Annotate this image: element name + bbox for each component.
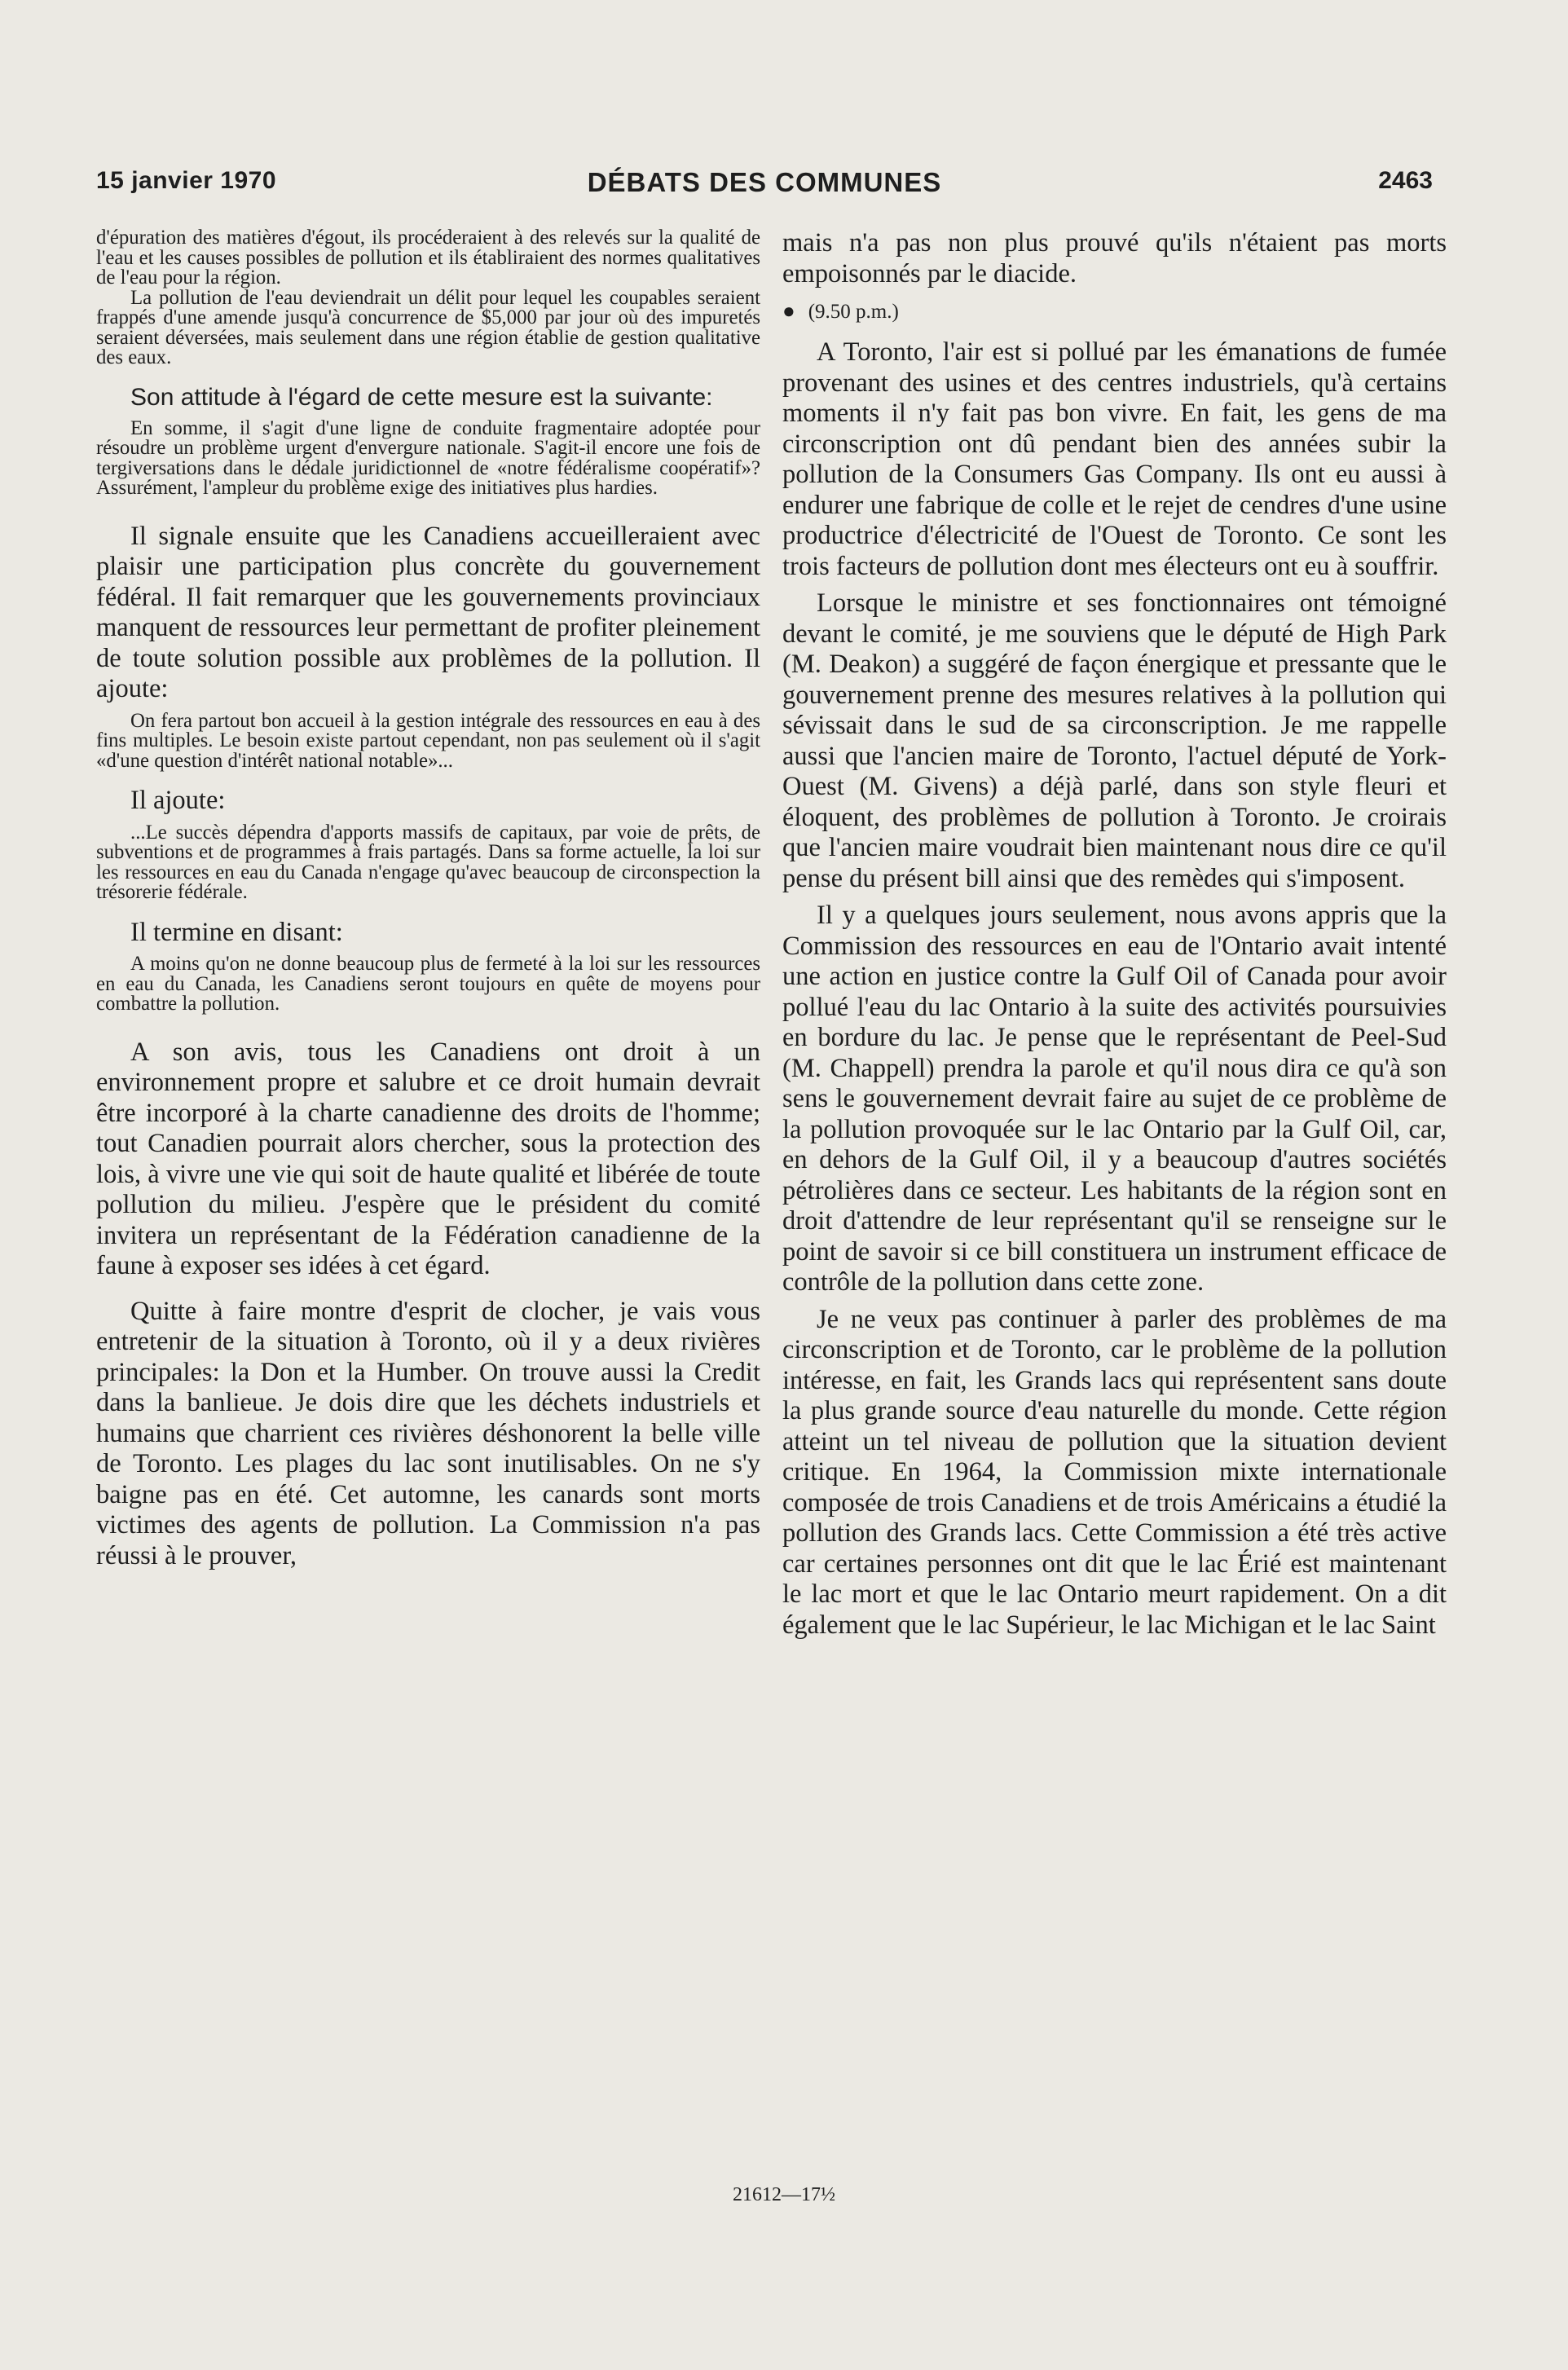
header-date: 15 janvier 1970 [96, 167, 277, 194]
paragraph: A son avis, tous les Canadiens ont droit à un environnement propre et salubre et ce droit humain devrait être incorporé à la charte canadienne des droits de l'homme; tout Canadien pourrait alors chercher, sous la protection des lois, à vivre une vie qui soit de haute qualité et libérée de toute pollution du milieu. J'espère que le président du comité invitera un représentant de la Fédération canadienne de la faune à exposer ses idées à cet égard. [96, 1037, 760, 1280]
page-header [96, 167, 1433, 208]
header-page-number: 2463 [1378, 167, 1433, 194]
right-column [782, 228, 1447, 1641]
paragraph: A Toronto, l'air est si pollué par les émanations de fumée provenant des usines et des centres industriels, qu'à certains moments il n'y fait pas bon vivre. En fait, les gens de ma circonscription ont dû pendant bien des années subir la pollution de la Consumers Gas Company. Ils ont eu aussi à endurer une fabrique de colle et le rejet de cendres d'une usine productrice d'électricité de l'Ouest de Toronto. Ce sont les trois facteurs de pollution dont mes électeurs ont eu à souffrir. [782, 337, 1447, 581]
paragraph: Je ne veux pas continuer à parler des problèmes de ma circonscription et de Toronto, car le problème de la pollution intéresse, en fait, les Grands lacs qui représentent sans doute la plus grande source d'eau naturelle du monde. Cette région atteint un tel niveau de pollution que la situation devient critique. En 1964, la Commission mixte internationale composée de trois Canadiens et de trois Américains a étudié la pollution des Grands lacs. Cette Commission a été très active car certaines personnes ont dit que le lac Érié est maintenant le lac mort et que le lac Ontario meurt rapidement. On a dit également que le lac Supérieur, le lac Michigan et le lac Saint [782, 1304, 1447, 1640]
time-mark-text: (9.50 p.m.) [808, 301, 899, 323]
paragraph: Lorsque le ministre et ses fonctionnaires ont témoigné devant le comité, je me souviens que le député de High Park (M. Deakon) a suggéré de façon énergique et pressante que le gouvernement prenne des mesures relatives à la pollution qui sévissait dans le sud de sa circonscription. Je me rappelle aussi que l'ancien maire de Toronto, l'actuel député de York-Ouest (M. Givens) a déjà parlé, dans son style fleuri et éloquent, des problèmes de pollution à Toronto. Je croirais que l'ancien maire voudrait bien maintenant nous dire ce qu'il pense du présent bill ainsi que des remèdes qui s'imposent. [782, 588, 1447, 893]
quote-paragraph: On fera partout bon accueil à la gestion intégrale des ressources en eau à des fins multiples. Le besoin existe partout cependant, non pas seulement où il s'agit «d'une question d'intérêt national notable»... [96, 709, 760, 772]
quote-paragraph: A moins qu'on ne donne beaucoup plus de fermeté à la loi sur les ressources en eau du Canada, les Canadiens seront toujours en quête de moyens pour combattre la pollution. [96, 953, 760, 1015]
bullet-icon: ● [782, 299, 795, 323]
paragraph: Quitte à faire montre d'esprit de clocher, je vais vous entretenir de la situation à Toronto, où il y a deux rivières principales: la Don et la Humber. On trouve aussi la Credit dans la banlieue. Je dois dire que les déchets industriels et humains que charrient ces rivières déshonorent la belle ville de Toronto. Les plages du lac sont inutilisables. On ne s'y baigne pas en été. Cet automne, les canards sont morts victimes des agents de pollution. La Commission n'a pas réussi à le prouver, [96, 1296, 760, 1570]
paragraph: Il y a quelques jours seulement, nous avons appris que la Commission des ressources en eau de l'Ontario avait intenté une action en justice contre la Gulf Oil of Canada pour avoir pollué l'eau du lac Ontario à la suite des activités poursuivies en bordure du lac. Je pense que le représentant de Peel-Sud (M. Chappell) prendra la parole et qu'il nous dira ce qu'à son sens le gouvernement devrait faire au sujet de ce problème de la pollution provoquée sur le lac Ontario par la Gulf Oil, car, en dehors de la Gulf Oil, il y a beaucoup d'autres sociétés pétrolières dans ce secteur. Les habitants de la région sont en droit d'attendre de leur représentant qu'il se renseigne sur le point de savoir si ce bill constituera un instrument efficace de contrôle de la pollution dans cette zone. [782, 901, 1447, 1297]
time-mark [782, 299, 1447, 324]
paragraph: Il termine en disant: [130, 917, 343, 947]
paragraph: Il signale ensuite que les Canadiens accueilleraient avec plaisir une participation plus concrète du gouvernement fédéral. Il fait remarquer que les gouvernements provinciaux manquent de ressources leur permettant de profiter pleinement de toute solution possible aux problèmes de la pollution. Il ajoute: [96, 521, 760, 703]
paragraph: Son attitude à l'égard de cette mesure est la suivante: [130, 383, 713, 411]
paragraph: mais n'a pas non plus prouvé qu'ils n'étaient pas morts empoisonnés par le diacide. [782, 228, 1447, 289]
left-column [96, 228, 760, 1571]
header-title: DÉBATS DES COMMUNES [587, 167, 942, 197]
paragraph: Il ajoute: [130, 786, 226, 815]
paragraph: La pollution de l'eau deviendrait un délit pour lequel les coupables seraient frappés d'une amende jusqu'à concurrence de $5,000 par jour où des impuretés seraient déversées, mais seulement dans une région établie de gestion qualitative des eaux. [96, 286, 760, 368]
paragraph: d'épuration des matières d'égout, ils procéderaient à des relevés sur la qualité de l'eau et les causes possibles de pollution et ils établiraient des normes qualitatives de l'eau pour la région. [96, 227, 760, 289]
page-footer: 21612—17½ [733, 2184, 835, 2205]
quote-paragraph: ...Le succès dépendra d'apports massifs de capitaux, par voie de prêts, de subventions et de programmes à frais partagés. Dans sa forme actuelle, la loi sur les ressources en eau du Canada n'engage qu'avec beaucoup de circonspection la trésorerie fédérale. [96, 821, 760, 903]
quote-paragraph: En somme, il s'agit d'une ligne de conduite fragmentaire adoptée pour résoudre un problème urgent d'envergure nationale. S'agit-il encore une fois de tergiversations dans le dédale juridictionnel de «notre fédéralisme coopératif»? Assurément, l'ampleur du problème exige des initiatives plus hardies. [96, 416, 760, 499]
